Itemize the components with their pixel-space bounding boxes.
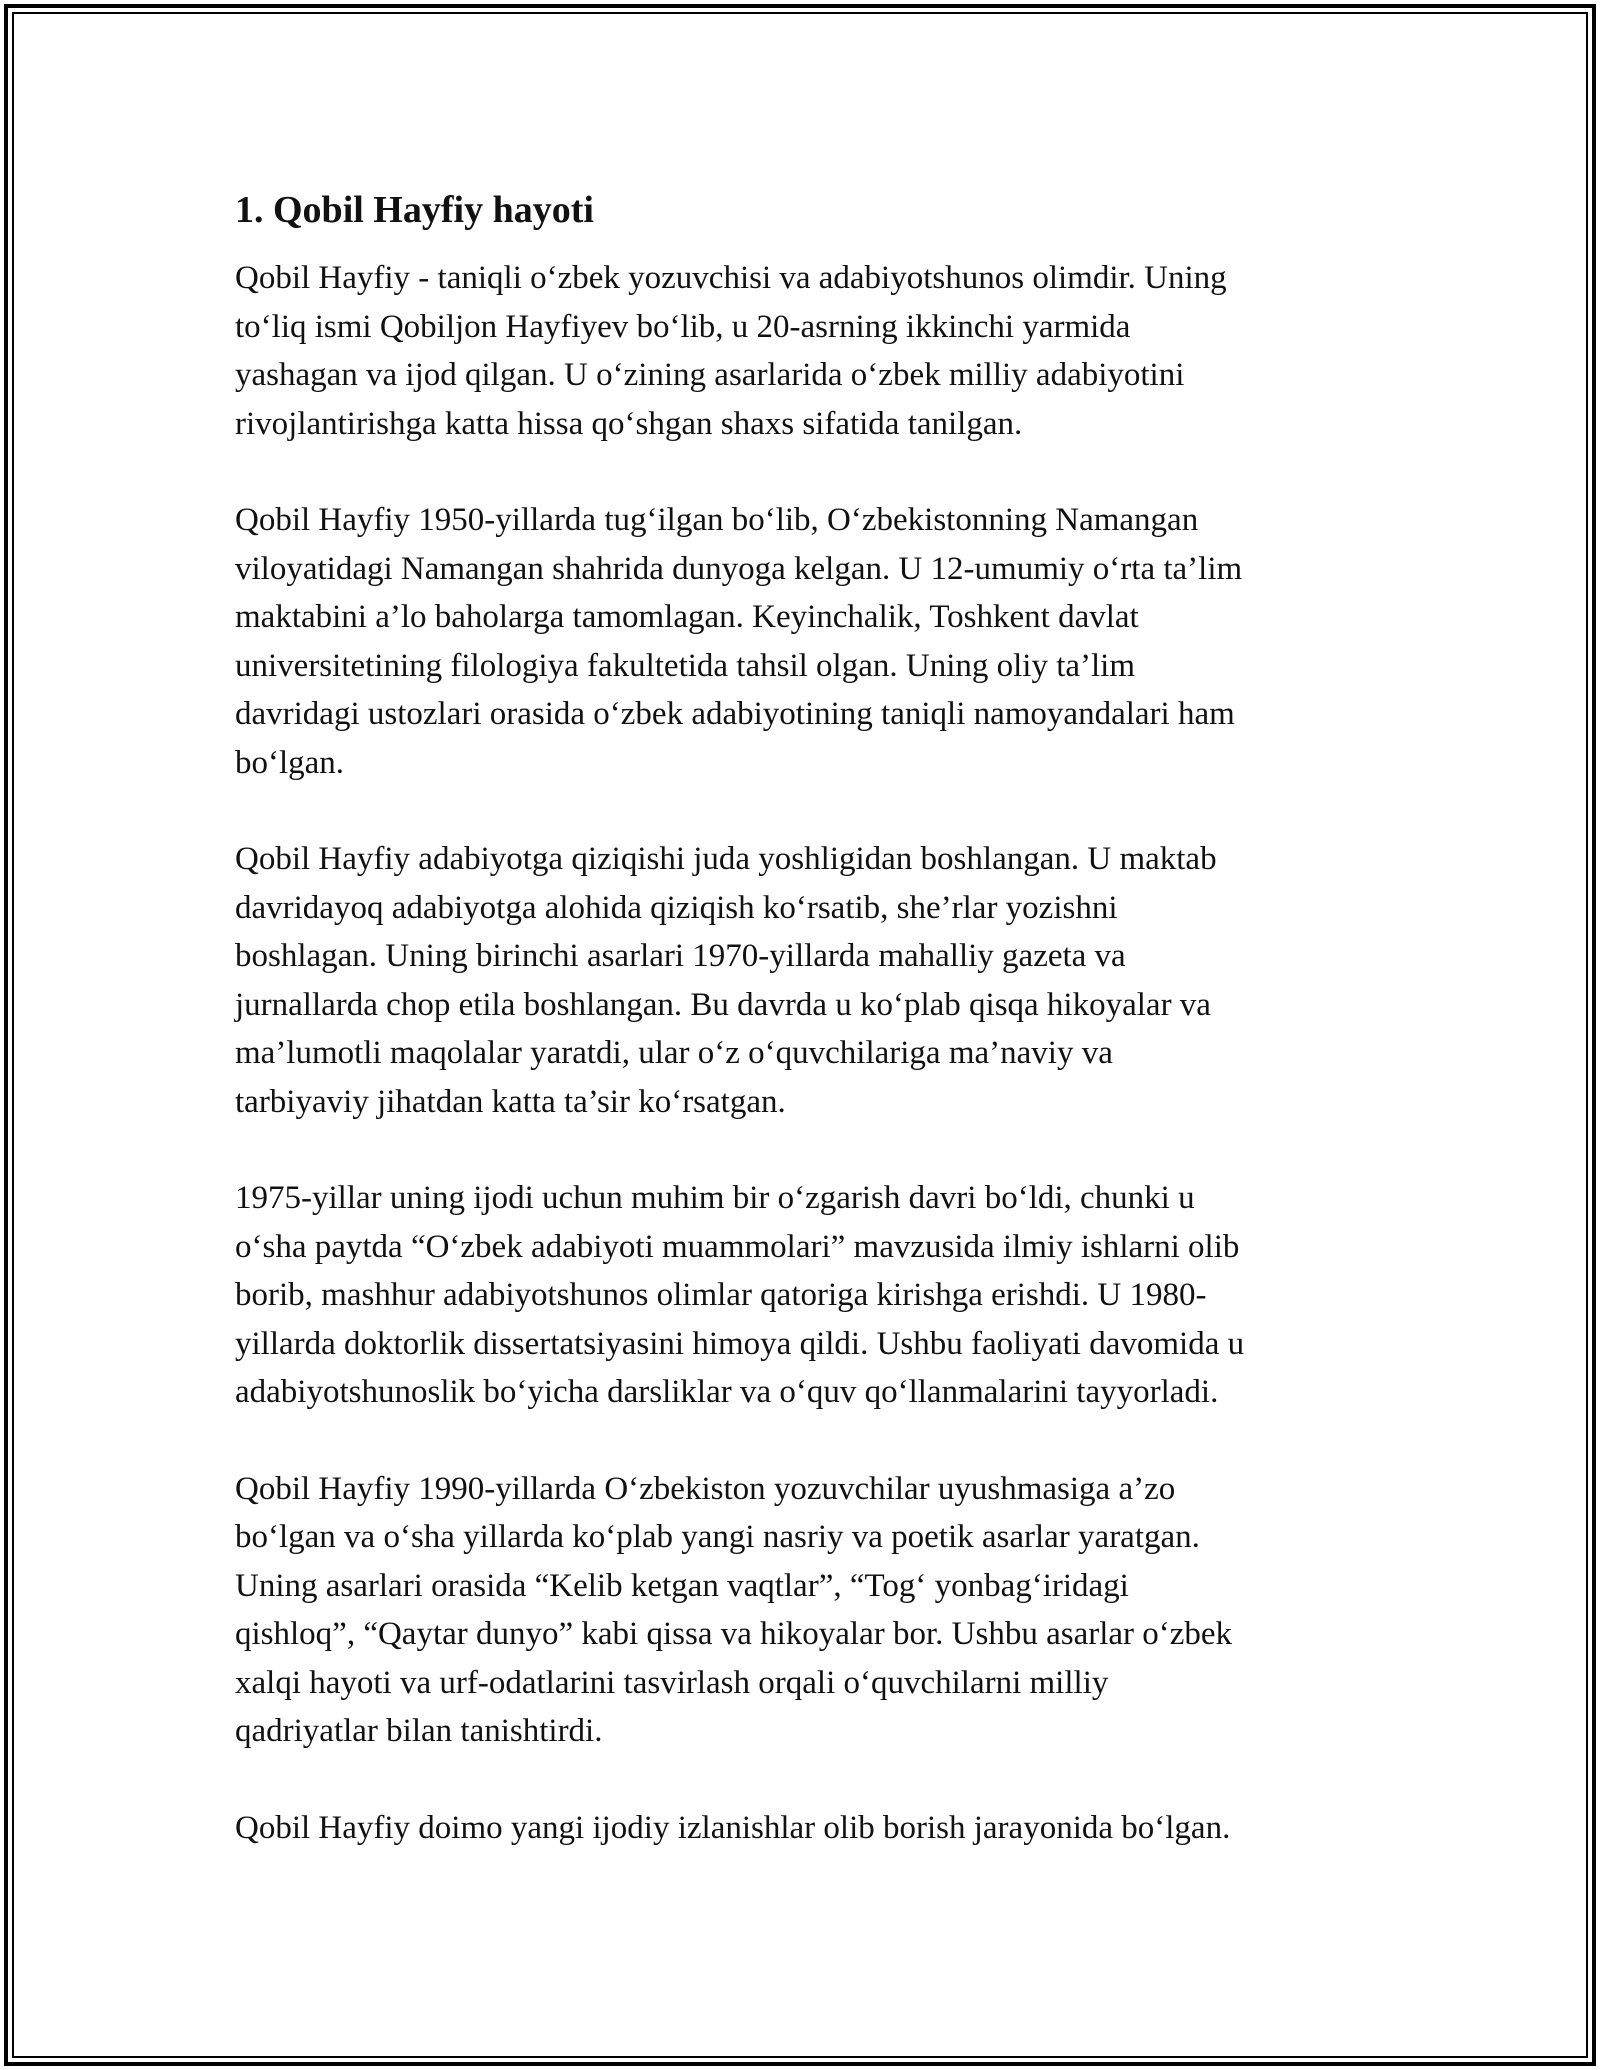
text-line: borib, mashhur adabiyotshunos olimlar qatoriga kirishga erishdi. U 1980- xyxy=(235,1277,1207,1313)
paragraph xyxy=(235,835,1375,1126)
text-line: yashagan va ijod qilgan. U o‘zining asarlarida o‘zbek milliy adabiyotini xyxy=(235,357,1185,393)
text-line: Qobil Hayfiy - taniqli o‘zbek yozuvchisi va adabiyotshunos olimdir. Uning xyxy=(235,260,1227,296)
text-line: to‘liq ismi Qobiljon Hayfiyev bo‘lib, u 20-asrning ikkinchi yarmida xyxy=(235,308,1131,345)
text-line: boshlagan. Uning birinchi asarlari 1970-yillarda mahalliy gazeta va xyxy=(235,938,1126,974)
text-line: ma’lumotli maqolalar yaratdi, ular o‘z o‘quvchilariga ma’naviy va xyxy=(235,1035,1113,1071)
text-line: universitetining filologiya fakultetida tahsil olgan. Uning oliy ta’lim xyxy=(235,647,1136,684)
section-heading: 1. Qobil Hayfiy hayoti xyxy=(235,189,594,231)
text-line: 1975-yillar uning ijodi uchun muhim bir o‘zgarish davri bo‘ldi, chunki u xyxy=(235,1180,1195,1216)
text-line: yillarda doktorlik dissertatsiyasini himoya qildi. Ushbu faoliyati davomida u xyxy=(235,1325,1245,1362)
text-line: Qobil Hayfiy doimo yangi ijodiy izlanishlar olib borish jarayonida bo‘lgan. xyxy=(235,1809,1231,1846)
text-line: davridayoq adabiyotga alohida qiziqish ko‘rsatib, she’rlar yozishni xyxy=(235,889,1118,926)
text-line: jurnallarda chop etila boshlangan. Bu davrda u ko‘plab qisqa hikoyalar va xyxy=(235,986,1211,1023)
text-line: tarbiyaviy jihatdan katta ta’sir ko‘rsatgan. xyxy=(235,1083,786,1120)
text-line: Uning asarlari orasida “Kelib ketgan vaqtlar”, “Tog‘ yonbag‘iridagi xyxy=(235,1567,1129,1604)
text-line: rivojlantirishga katta hissa qo‘shgan shaxs sifatida tanilgan. xyxy=(235,405,1023,442)
text-line: xalqi hayoti va urf-odatlarini tasvirlash orqali o‘quvchilarni milliy xyxy=(235,1664,1109,1701)
paragraph-container xyxy=(235,254,1375,1852)
paragraph xyxy=(235,496,1375,787)
text-line: qishloq”, “Qaytar dunyo” kabi qissa va hikoyalar bor. Ushbu asarlar o‘zbek xyxy=(235,1616,1233,1652)
paragraph xyxy=(235,1174,1375,1417)
text-line: Qobil Hayfiy adabiyotga qiziqishi juda yoshligidan boshlangan. U maktab xyxy=(235,841,1217,877)
paragraph xyxy=(235,254,1375,448)
text-line: davridagi ustozlari orasida o‘zbek adabiyotining taniqli namoyandalari ham xyxy=(235,696,1235,732)
paragraph xyxy=(235,1465,1375,1756)
document-body xyxy=(235,186,1375,1900)
text-line: bo‘lgan. xyxy=(235,744,345,781)
text-line: o‘sha paytda “O‘zbek adabiyoti muammolari” mavzusida ilmiy ishlarni olib xyxy=(235,1228,1240,1265)
text-line: qadriyatlar bilan tanishtirdi. xyxy=(235,1713,603,1749)
text-line: Qobil Hayfiy 1990-yillarda O‘zbekiston yozuvchilar uyushmasiga a’zo xyxy=(235,1470,1176,1507)
text-line: viloyatidagi Namangan shahrida dunyoga kelgan. U 12-umumiy o‘rta ta’lim xyxy=(235,550,1243,587)
text-line: Qobil Hayfiy 1950-yillarda tug‘ilgan bo‘lib, O‘zbekistonning Namangan xyxy=(235,502,1199,538)
text-line: adabiyotshunoslik bo‘yicha darsliklar va o‘quv qo‘llanmalarini tayyorladi. xyxy=(235,1374,1219,1410)
text-line: maktabini a’lo baholarga tamomlagan. Keyinchalik, Toshkent davlat xyxy=(235,599,1139,635)
text-line: bo‘lgan va o‘sha yillarda ko‘plab yangi nasriy va poetik asarlar yaratgan. xyxy=(235,1519,1200,1555)
paragraph xyxy=(235,1804,1375,1853)
